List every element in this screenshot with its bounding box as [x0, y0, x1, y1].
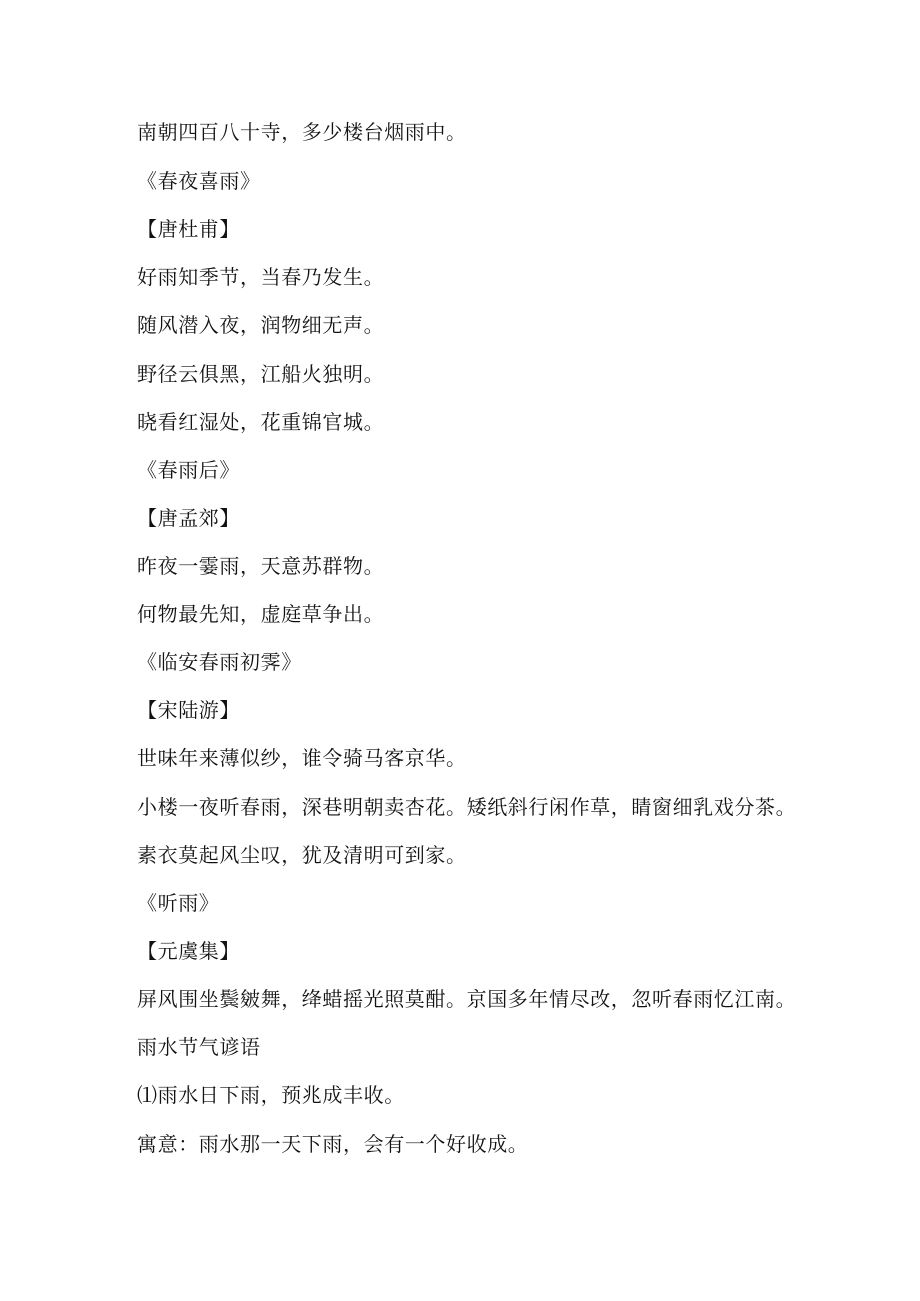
poem-line: 何物最先知，虚庭草争出。: [137, 602, 385, 626]
poem-title: 《春夜喜雨》: [137, 169, 261, 193]
poem-title: 《听雨》: [137, 891, 220, 915]
section-heading: 雨水节气谚语: [137, 1035, 261, 1059]
poem-line: 小楼一夜听春雨，深巷明朝卖杏花。矮纸斜行闲作草，睛窗细乳戏分茶。: [137, 795, 797, 819]
poem-author: 【唐杜甫】: [137, 217, 240, 241]
poem-line: 晓看红湿处，花重锦官城。: [137, 410, 385, 434]
poem-line: 昨夜一霎雨，天意苏群物。: [137, 554, 385, 578]
poem-author: 【元虞集】: [137, 939, 240, 963]
poem-line: 南朝四百八十寺，多少楼台烟雨中。: [137, 120, 467, 144]
poem-author: 【宋陆游】: [137, 698, 240, 722]
poem-line: 好雨知季节，当春乃发生。: [137, 265, 385, 289]
poem-line: 随风潜入夜，润物细无声。: [137, 313, 385, 337]
poem-title: 《临安春雨初霁》: [137, 650, 302, 674]
poem-author: 【唐孟郊】: [137, 506, 240, 530]
poem-title: 《春雨后》: [137, 458, 240, 482]
poem-line: 屏风围坐鬓皴舞，绛蜡摇光照莫酣。京国多年情尽改，忽听春雨忆江南。: [137, 987, 797, 1011]
poem-line: 素衣莫起风尘叹，犹及清明可到家。: [137, 843, 467, 867]
poem-line: 世味年来薄似纱，谁令骑马客京华。: [137, 746, 467, 770]
poem-line: 野径云俱黑，江船火独明。: [137, 362, 385, 386]
proverb-line: ⑴雨水日下雨，预兆成丰收。: [137, 1083, 405, 1107]
proverb-meaning: 寓意：雨水那一天下雨，会有一个好收成。: [137, 1132, 529, 1156]
